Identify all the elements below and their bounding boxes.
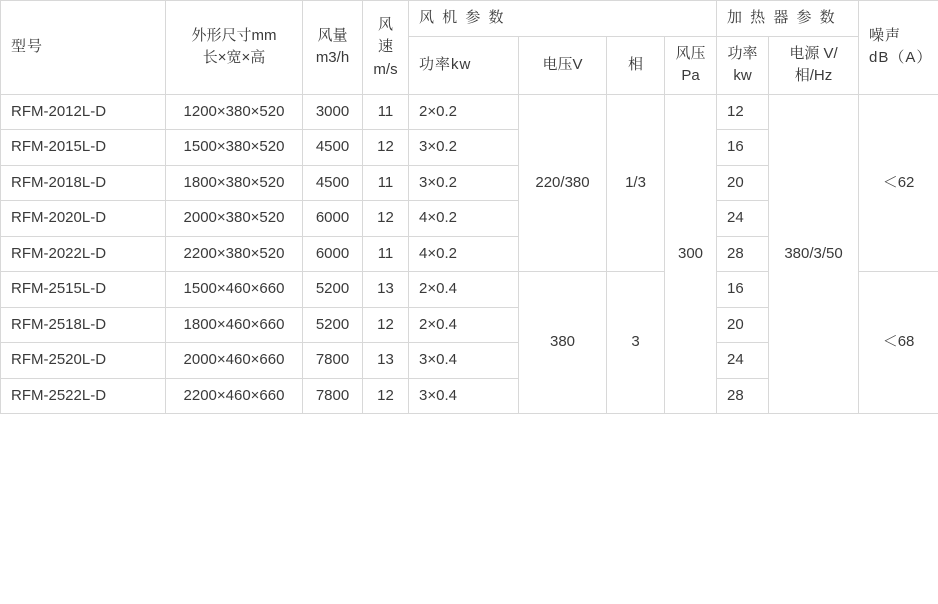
header-dimensions-line1: 外形尺寸mm — [191, 26, 277, 44]
cell-noise-group2: ＜68 — [859, 272, 938, 414]
cell-heater-power: 12 — [717, 94, 769, 130]
cell-model: RFM-2012L-D — [1, 94, 166, 130]
cell-heater-power: 24 — [717, 201, 769, 237]
table-header-row-groups — [1, 1, 938, 37]
header-noise-line2: dB（A） — [869, 49, 933, 67]
cell-model: RFM-2020L-D — [1, 201, 166, 237]
cell-airflow: 3000 — [303, 94, 363, 130]
cell-fan-power: 2×0.4 — [409, 272, 519, 308]
cell-fan-power: 3×0.4 — [409, 378, 519, 414]
cell-model: RFM-2518L-D — [1, 307, 166, 343]
cell-airflow: 4500 — [303, 165, 363, 201]
cell-model: RFM-2522L-D — [1, 378, 166, 414]
cell-fan-power: 3×0.2 — [409, 165, 519, 201]
header-dimensions-line2: 长×宽×高 — [202, 49, 266, 67]
cell-airspeed: 13 — [363, 272, 409, 308]
header-noise — [859, 1, 938, 95]
header-airflow — [303, 1, 363, 95]
header-noise-line1: 噪声 — [869, 26, 902, 44]
cell-fan-power: 2×0.4 — [409, 307, 519, 343]
header-fan-power: 功率kw — [409, 36, 519, 94]
header-model: 型号 — [1, 1, 166, 95]
header-airspeed-line2: m/s — [373, 60, 398, 78]
cell-airflow: 5200 — [303, 272, 363, 308]
cell-dimensions: 2200×380×520 — [166, 236, 303, 272]
header-airflow-line1: 风量 — [317, 26, 348, 44]
header-dimensions — [166, 1, 303, 95]
cell-airflow: 4500 — [303, 130, 363, 166]
cell-model: RFM-2018L-D — [1, 165, 166, 201]
cell-heater-power: 28 — [717, 378, 769, 414]
header-heater-power-line2: kw — [733, 67, 752, 84]
cell-fan-power: 3×0.2 — [409, 130, 519, 166]
cell-fan-power: 3×0.4 — [409, 343, 519, 379]
cell-fan-voltage-group2: 380 — [519, 272, 607, 414]
header-fan-group: 风 机 参 数 — [409, 1, 717, 37]
cell-airspeed: 12 — [363, 130, 409, 166]
cell-dimensions: 1800×460×660 — [166, 307, 303, 343]
header-airspeed-line1: 风速 — [377, 15, 393, 55]
cell-heater-power: 20 — [717, 165, 769, 201]
cell-airspeed: 13 — [363, 343, 409, 379]
cell-heater-power: 28 — [717, 236, 769, 272]
cell-fan-power: 2×0.2 — [409, 94, 519, 130]
cell-airflow: 6000 — [303, 201, 363, 237]
cell-fan-phase-group1: 1/3 — [607, 94, 665, 272]
cell-model: RFM-2015L-D — [1, 130, 166, 166]
header-fan-phase: 相 — [607, 36, 665, 94]
header-heater-group: 加 热 器 参 数 — [717, 1, 859, 37]
cell-airflow: 6000 — [303, 236, 363, 272]
header-fan-voltage: 电压V — [519, 36, 607, 94]
header-heater-supply-line2: 相/Hz — [794, 67, 833, 84]
header-heater-supply — [769, 36, 859, 94]
table-row — [1, 94, 938, 130]
cell-fan-voltage-group1: 220/380 — [519, 94, 607, 272]
header-fan-pressure-line1: 风压 — [675, 44, 706, 62]
cell-airspeed: 11 — [363, 236, 409, 272]
header-fan-pressure — [665, 36, 717, 94]
cell-dimensions: 2200×460×660 — [166, 378, 303, 414]
cell-heater-power: 20 — [717, 307, 769, 343]
cell-dimensions: 1500×460×660 — [166, 272, 303, 308]
cell-airflow: 5200 — [303, 307, 363, 343]
cell-noise-group1: ＜62 — [859, 94, 938, 272]
cell-airspeed: 11 — [363, 165, 409, 201]
cell-airspeed: 12 — [363, 201, 409, 237]
cell-model: RFM-2515L-D — [1, 272, 166, 308]
cell-dimensions: 1200×380×520 — [166, 94, 303, 130]
cell-heater-power: 24 — [717, 343, 769, 379]
cell-fan-power: 4×0.2 — [409, 201, 519, 237]
cell-fan-power: 4×0.2 — [409, 236, 519, 272]
cell-dimensions: 2000×380×520 — [166, 201, 303, 237]
cell-heater-power: 16 — [717, 130, 769, 166]
cell-dimensions: 1500×380×520 — [166, 130, 303, 166]
header-heater-power-line1: 功率 — [727, 44, 758, 62]
header-heater-supply-line1: 电源 V/ — [789, 44, 838, 62]
header-airspeed — [363, 1, 409, 95]
cell-fan-phase-group2: 3 — [607, 272, 665, 414]
header-airflow-line2: m3/h — [315, 49, 350, 67]
cell-model: RFM-2520L-D — [1, 343, 166, 379]
header-fan-pressure-line2: Pa — [681, 67, 700, 84]
cell-dimensions: 1800×380×520 — [166, 165, 303, 201]
cell-airspeed: 12 — [363, 307, 409, 343]
header-heater-power — [717, 36, 769, 94]
cell-dimensions: 2000×460×660 — [166, 343, 303, 379]
cell-airspeed: 12 — [363, 378, 409, 414]
cell-airflow: 7800 — [303, 343, 363, 379]
cell-airflow: 7800 — [303, 378, 363, 414]
cell-fan-pressure: 300 — [665, 94, 717, 414]
cell-model: RFM-2022L-D — [1, 236, 166, 272]
cell-airspeed: 11 — [363, 94, 409, 130]
cell-heater-power: 16 — [717, 272, 769, 308]
cell-heater-supply: 380/3/50 — [769, 94, 859, 414]
